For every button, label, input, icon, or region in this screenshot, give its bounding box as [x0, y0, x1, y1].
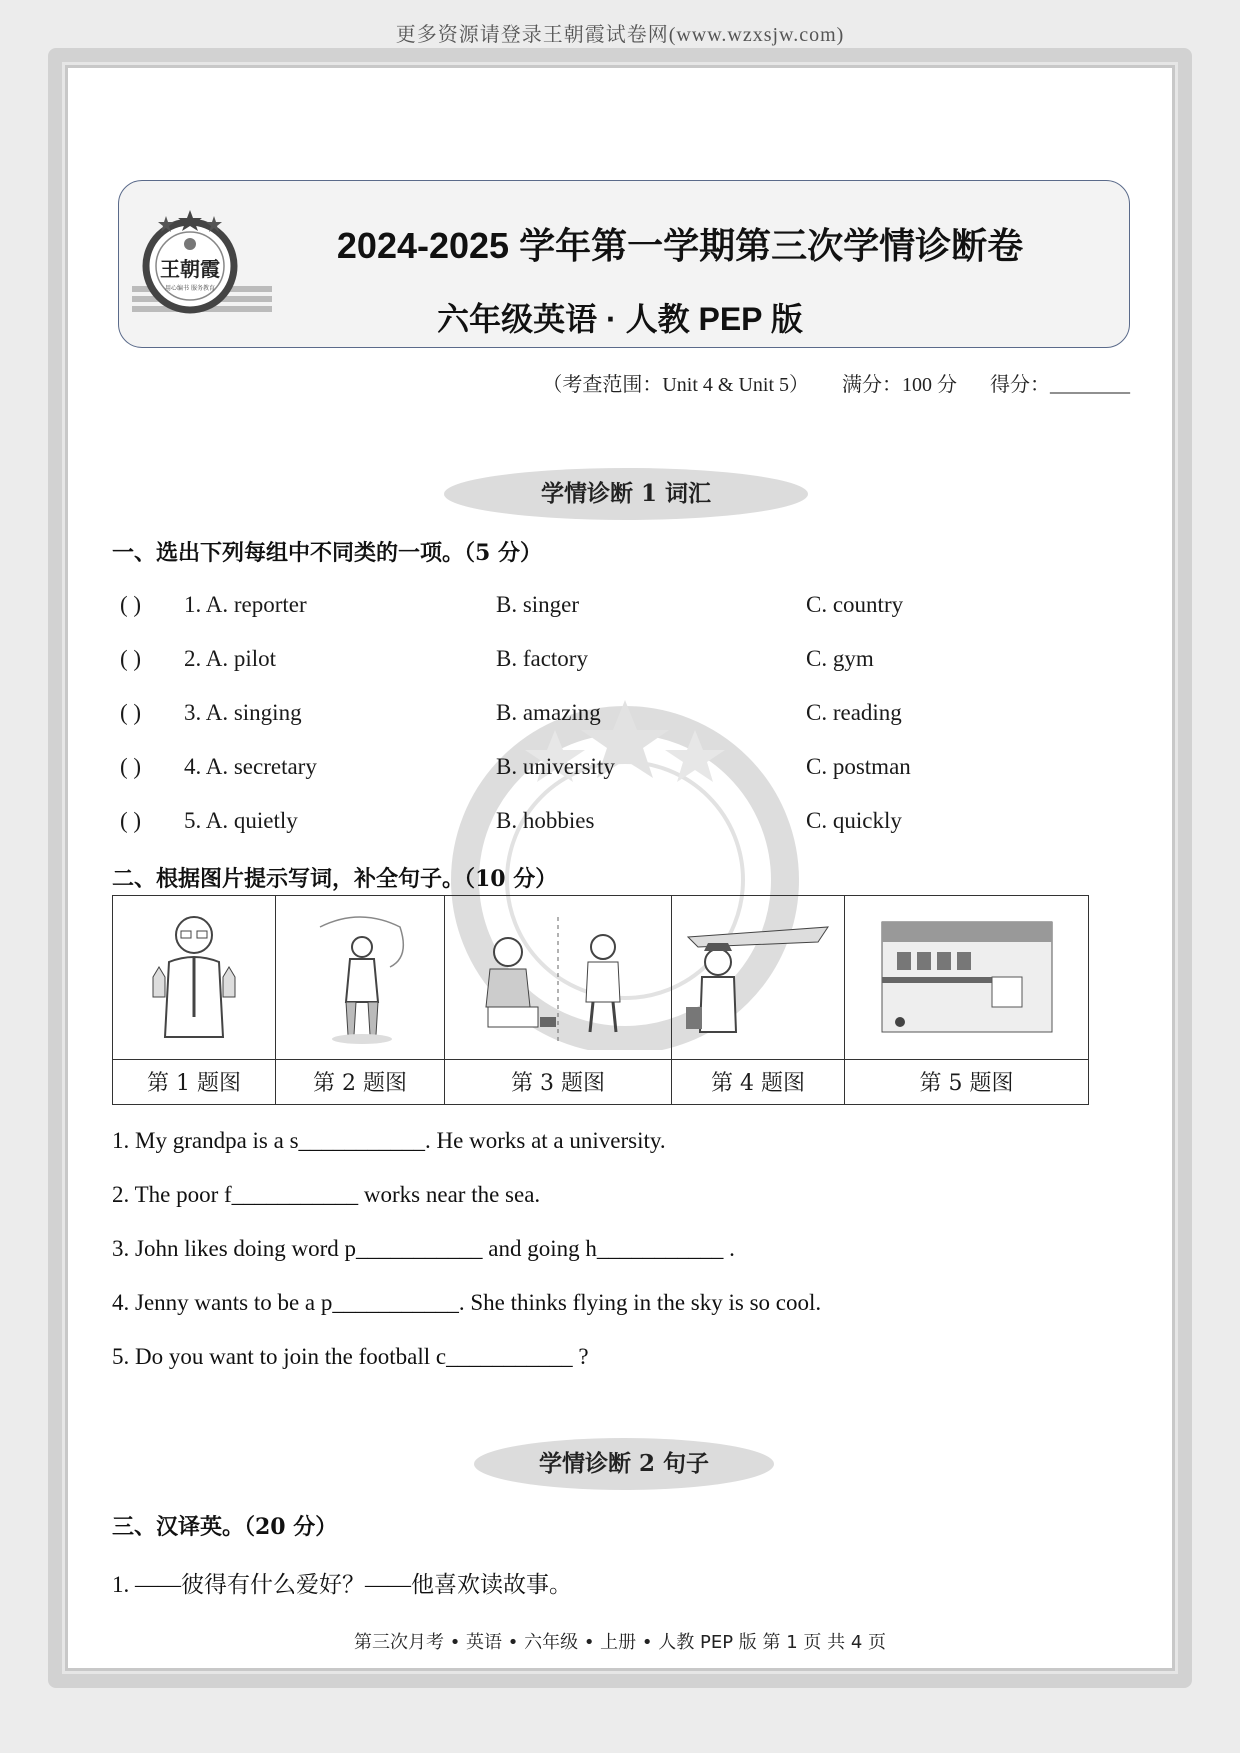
option-c: C. postman — [806, 754, 911, 779]
picture-caption: 第 4 题图 — [672, 1059, 845, 1104]
page-title: 2024-2025 学年第一学期第三次学情诊断卷 — [336, 225, 1024, 266]
translate-item: 1. ——彼得有什么爱好？——他喜欢读故事。 — [112, 1572, 572, 1597]
part1-item — [120, 646, 1020, 676]
option-a: 2. A. pilot — [184, 646, 277, 671]
part3-heading: 三、汉译英。（20 分） — [112, 1514, 338, 1540]
part1-item — [120, 592, 1020, 622]
exam-info — [542, 368, 1130, 397]
logo-sub-text: 用心编书 服务教育 — [165, 285, 215, 292]
diag1-label: 学情诊断 1 词汇 — [444, 468, 808, 520]
option-a: 5. A. quietly — [184, 808, 298, 833]
option-a: 4. A. secretary — [184, 754, 317, 779]
fill-sentence: 3. John likes doing word p___________ and going h___________ . — [112, 1236, 735, 1261]
picture-caption: 第 1 题图 — [113, 1059, 276, 1104]
part1-heading: 一、选出下列每组中不同类的一项。（5 分） — [112, 540, 542, 566]
answer-paren[interactable]: ( ) — [120, 808, 142, 833]
hobbies-icon — [458, 907, 658, 1047]
option-c: C. reading — [806, 700, 902, 725]
fill-sentence: 4. Jenny wants to be a p___________. She thinks flying in the sky is so cool. — [112, 1290, 822, 1315]
part1-item — [120, 754, 1020, 784]
picture-cell — [276, 896, 445, 1060]
answer-paren[interactable]: ( ) — [120, 592, 142, 617]
option-a: 3. A. singing — [184, 700, 302, 725]
fill-sentence: 1. My grandpa is a s___________. He works at a university. — [112, 1128, 666, 1153]
part1-item — [120, 700, 1020, 730]
top-note: 更多资源请登录王朝霞试卷网(www.wzxsjw.com) — [395, 24, 845, 46]
option-b: B. amazing — [496, 700, 601, 725]
page-footer: 第三次月考 • 英语 • 六年级 • 上册 • 人教 PEP 版 第 1 页 共 4 页 — [354, 1632, 886, 1653]
picture-caption: 第 5 题图 — [845, 1059, 1089, 1104]
option-c: C. country — [806, 592, 904, 617]
picture-cell — [672, 896, 845, 1060]
part1-item — [120, 808, 1020, 838]
scientist-icon — [139, 907, 249, 1047]
fisherman-icon — [300, 907, 420, 1047]
option-c: C. quickly — [806, 808, 902, 833]
picture-caption: 第 3 题图 — [445, 1059, 672, 1104]
diag2-label: 学情诊断 2 句子 — [474, 1438, 774, 1490]
option-b: B. university — [496, 754, 615, 779]
option-b: B. hobbies — [496, 808, 595, 833]
picture-caption: 第 2 题图 — [276, 1059, 445, 1104]
part2-heading: 二、根据图片提示写词，补全句子。（10 分） — [112, 866, 558, 892]
picture-table — [112, 895, 1089, 1105]
option-b: B. singer — [496, 592, 580, 617]
brand-logo-icon — [132, 206, 272, 324]
answer-paren[interactable]: ( ) — [120, 754, 142, 779]
option-b: B. factory — [496, 646, 588, 671]
option-a: 1. A. reporter — [184, 592, 307, 617]
answer-paren[interactable]: ( ) — [120, 700, 142, 725]
picture-cell — [845, 896, 1089, 1060]
fill-sentence: 5. Do you want to join the football c___________ ? — [112, 1344, 589, 1369]
full-score: 满分：100 分 — [842, 374, 957, 396]
page-subtitle: 六年级英语 · 人教 PEP 版 — [437, 301, 803, 337]
score-field[interactable]: 得分：________ — [990, 374, 1130, 396]
logo-text: 王朝霞 — [160, 257, 220, 281]
pilot-icon — [678, 907, 838, 1047]
option-c: C. gym — [806, 646, 874, 671]
picture-cell — [113, 896, 276, 1060]
picture-cell — [445, 896, 672, 1060]
answer-paren[interactable]: ( ) — [120, 646, 142, 671]
exam-scope: （考查范围：Unit 4 & Unit 5） — [542, 374, 809, 396]
club-room-icon — [872, 907, 1062, 1047]
fill-sentence: 2. The poor f___________ works near the sea. — [112, 1182, 541, 1207]
